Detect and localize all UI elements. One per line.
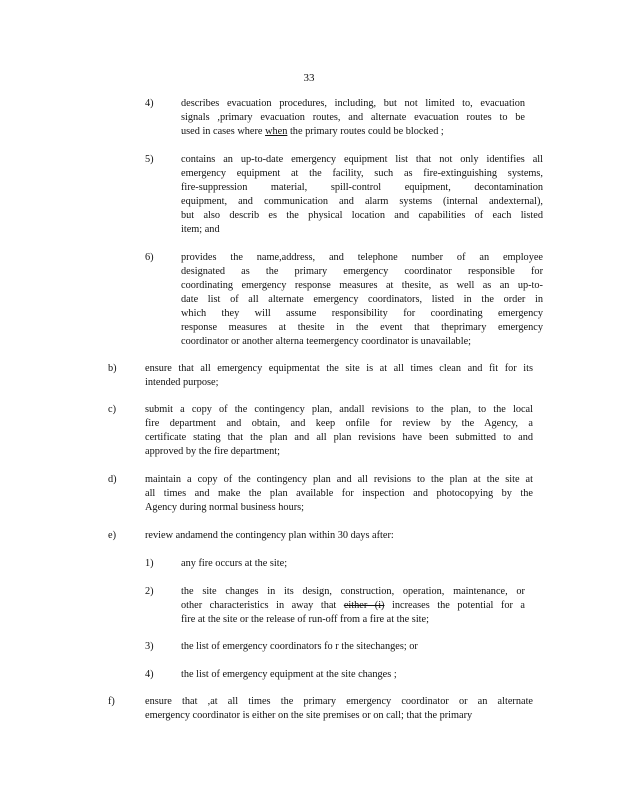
text-line: coordinating emergency response measures at thesite, as well as an up-to- xyxy=(181,280,543,291)
list-item-text xyxy=(181,585,525,627)
list-marker: 6) xyxy=(145,252,154,263)
text-line: provides the name,address, and telephone number of an employee xyxy=(181,252,543,263)
list-marker: c) xyxy=(108,404,116,415)
list-marker: d) xyxy=(108,474,117,485)
text-line: the site changes in its design, construction, operation, maintenance, or xyxy=(181,586,525,597)
text-line: Agency during normal business hours; xyxy=(145,502,305,513)
text-line: other characteristics in away that either (i) increases the potential for a xyxy=(181,600,525,611)
list-item-text xyxy=(181,97,525,139)
list-marker: b) xyxy=(108,363,117,374)
text-line: intended purpose; xyxy=(145,377,219,388)
list-item-text xyxy=(181,153,543,237)
text-line: item; and xyxy=(181,224,220,235)
list-item-text xyxy=(181,251,543,349)
text-line: review andamend the contingency plan within 30 days after: xyxy=(145,530,394,541)
text-line: all times and make the plan available for inspection and photocopying by the xyxy=(145,488,533,499)
list-item-text xyxy=(181,557,525,571)
text-line: but also describ es the physical location and capabilities of each listed xyxy=(181,210,543,221)
list-item-text xyxy=(145,529,533,543)
text-line: fire-suppression material, spill-control equipment, decontamination xyxy=(181,182,543,193)
text-line: coordinator or another alterna teemergency coordinator is unavailable; xyxy=(181,336,472,347)
list-item-text xyxy=(145,362,533,390)
text-line: designated as the primary emergency coordinator responsible for xyxy=(181,266,543,277)
list-marker: 5) xyxy=(145,154,154,165)
text-line: emergency coordinator is either on the site premises or on call; that the primary xyxy=(145,710,473,721)
text-line: describes evacuation procedures, including, but not limited to, evacuation xyxy=(181,98,525,109)
text-line: date list of all alternate emergency coordinators, listed in the order in xyxy=(181,294,543,305)
text-line: used in cases where when the primary routes could be blocked ; xyxy=(181,126,444,137)
text-line: response measures at thesite in the event that theprimary emergency xyxy=(181,322,543,333)
text-line: equipment, and communication and alarm systems (internal andexternal), xyxy=(181,196,543,207)
text-line: emergency equipment at the facility, such as fire-extinguishing systems, xyxy=(181,168,543,179)
list-marker: 3) xyxy=(145,641,154,652)
text-line: any fire occurs at the site; xyxy=(181,558,288,569)
text-line: fire at the site or the release of run-off from a fire at the site; xyxy=(181,614,429,625)
page-number: 33 xyxy=(303,72,315,84)
list-item-text xyxy=(145,403,533,459)
text-line: the list of emergency equipment at the site changes ; xyxy=(181,669,397,680)
list-item-text xyxy=(145,473,533,515)
list-item-text xyxy=(181,668,525,682)
text-line: approved by the fire department; xyxy=(145,446,280,457)
list-item-text xyxy=(181,640,525,654)
text-line: submit a copy of the contingency plan, andall revisions to the plan, to the local xyxy=(145,404,533,415)
text-line: ensure that ,at all times the primary emergency coordinator or an alternate xyxy=(145,696,533,707)
text-line: which they will assume responsibility for coordinating emergency xyxy=(181,308,543,319)
text-line: signals ,primary evacuation routes, and alternate evacuation routes to be xyxy=(181,112,525,123)
list-marker: f) xyxy=(108,696,115,707)
text-line: ensure that all emergency equipmentat the site is at all times clean and fit for its xyxy=(145,363,533,374)
list-marker: 2) xyxy=(145,586,154,597)
text-line: contains an up-to-date emergency equipment list that not only identifies all xyxy=(181,154,543,165)
text-line: certificate stating that the plan and all plan revisions have been submitted to and xyxy=(145,432,533,443)
list-item-text xyxy=(145,695,533,723)
text-line: maintain a copy of the contingency plan and all revisions to the plan at the site at xyxy=(145,474,533,485)
list-marker: 4) xyxy=(145,669,154,680)
text-line: the list of emergency coordinators fo r the sitechanges; or xyxy=(181,641,418,652)
list-marker: e) xyxy=(108,530,116,541)
text-line: fire department and obtain, and keep onfile for review by the Agency, a xyxy=(145,418,533,429)
list-marker: 1) xyxy=(145,558,154,569)
list-marker: 4) xyxy=(145,98,154,109)
